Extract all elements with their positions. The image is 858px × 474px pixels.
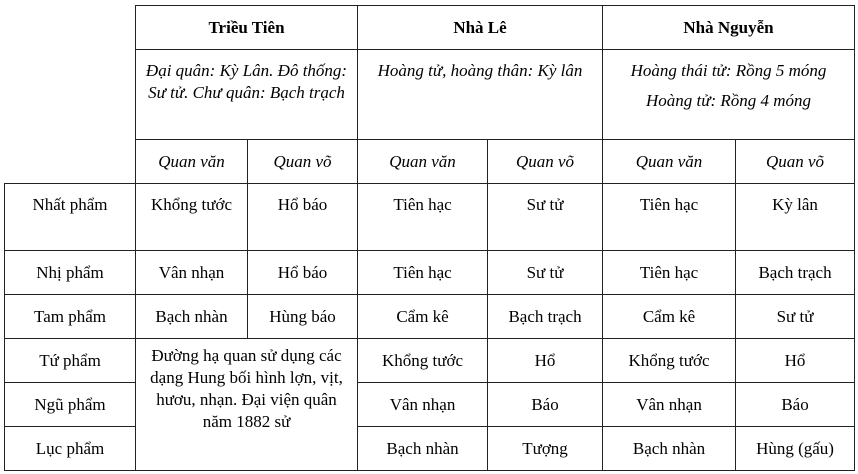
table-cell: Khổng tước xyxy=(136,184,248,251)
desc-nha-nguyen-line2: Hoàng tử: Rồng 4 móng xyxy=(645,91,812,110)
rank-cell: Nhất phẩm xyxy=(5,184,136,251)
table-row xyxy=(5,184,855,251)
desc-nha-le: Hoàng tử, hoàng thân: Kỳ lân xyxy=(358,50,603,140)
header-row-groups xyxy=(5,6,855,50)
table-cell: Kỳ lân xyxy=(736,184,855,251)
desc-nha-nguyen xyxy=(603,50,855,140)
subheader-quan-vo: Quan võ xyxy=(248,140,358,184)
table-cell: Hùng báo xyxy=(248,295,358,339)
desc-nha-nguyen-line1: Hoàng thái tử: Rồng 5 móng xyxy=(630,61,827,80)
table-cell: Bạch nhàn xyxy=(358,427,488,471)
table-row xyxy=(5,383,855,427)
table-cell: Tiên hạc xyxy=(603,251,736,295)
table-cell: Khổng tước xyxy=(358,339,488,383)
subheader-quan-van: Quan văn xyxy=(136,140,248,184)
table-row xyxy=(5,295,855,339)
table-cell: Sư tử xyxy=(488,184,603,251)
table-cell: Vân nhạn xyxy=(136,251,248,295)
table-cell: Cẩm kê xyxy=(358,295,488,339)
table-row xyxy=(5,251,855,295)
desc-trieu-tien: Đại quân: Kỳ Lân. Đô thống: Sư tử. Chư quân: Bạch trạch xyxy=(136,50,358,140)
table-cell: Bạch trạch xyxy=(736,251,855,295)
trieu-tien-lower-note: Đường hạ quan sử dụng các dạng Hung bối hình lợn, vịt, hươu, nhạn. Đại viện quân năm 1882 sử xyxy=(136,339,358,471)
table-cell: Tiên hạc xyxy=(603,184,736,251)
table-cell: Tiên hạc xyxy=(358,184,488,251)
subheader-quan-van: Quan văn xyxy=(603,140,736,184)
group-header-nha-nguyen: Nhà Nguyễn xyxy=(603,6,855,50)
corner-cell xyxy=(5,6,136,184)
table-cell: Hổ báo xyxy=(248,184,358,251)
group-header-nha-le: Nhà Lê xyxy=(358,6,603,50)
rank-cell: Tam phẩm xyxy=(5,295,136,339)
table-row xyxy=(5,339,855,383)
table-cell: Vân nhạn xyxy=(358,383,488,427)
rank-cell: Nhị phẩm xyxy=(5,251,136,295)
table-cell: Bạch nhàn xyxy=(136,295,248,339)
table-cell: Sư tử xyxy=(488,251,603,295)
subheader-quan-van: Quan văn xyxy=(358,140,488,184)
rank-cell: Ngũ phẩm xyxy=(5,383,136,427)
table-cell: Hổ báo xyxy=(248,251,358,295)
group-header-trieu-tien: Triều Tiên xyxy=(136,6,358,50)
table-cell: Khổng tước xyxy=(603,339,736,383)
table-cell: Sư tử xyxy=(736,295,855,339)
subheader-quan-vo: Quan võ xyxy=(736,140,855,184)
table-cell: Bạch nhàn xyxy=(603,427,736,471)
table-cell: Vân nhạn xyxy=(603,383,736,427)
table-cell: Tiên hạc xyxy=(358,251,488,295)
table-cell: Hổ xyxy=(736,339,855,383)
comparison-table xyxy=(4,5,855,471)
table-row xyxy=(5,427,855,471)
table-cell: Hổ xyxy=(488,339,603,383)
subheader-quan-vo: Quan võ xyxy=(488,140,603,184)
table-cell: Bạch trạch xyxy=(488,295,603,339)
rank-cell: Lục phẩm xyxy=(5,427,136,471)
table-cell: Hùng (gấu) xyxy=(736,427,855,471)
table-cell: Cẩm kê xyxy=(603,295,736,339)
rank-cell: Tứ phẩm xyxy=(5,339,136,383)
table-cell: Tượng xyxy=(488,427,603,471)
table-cell: Báo xyxy=(736,383,855,427)
table-cell: Báo xyxy=(488,383,603,427)
